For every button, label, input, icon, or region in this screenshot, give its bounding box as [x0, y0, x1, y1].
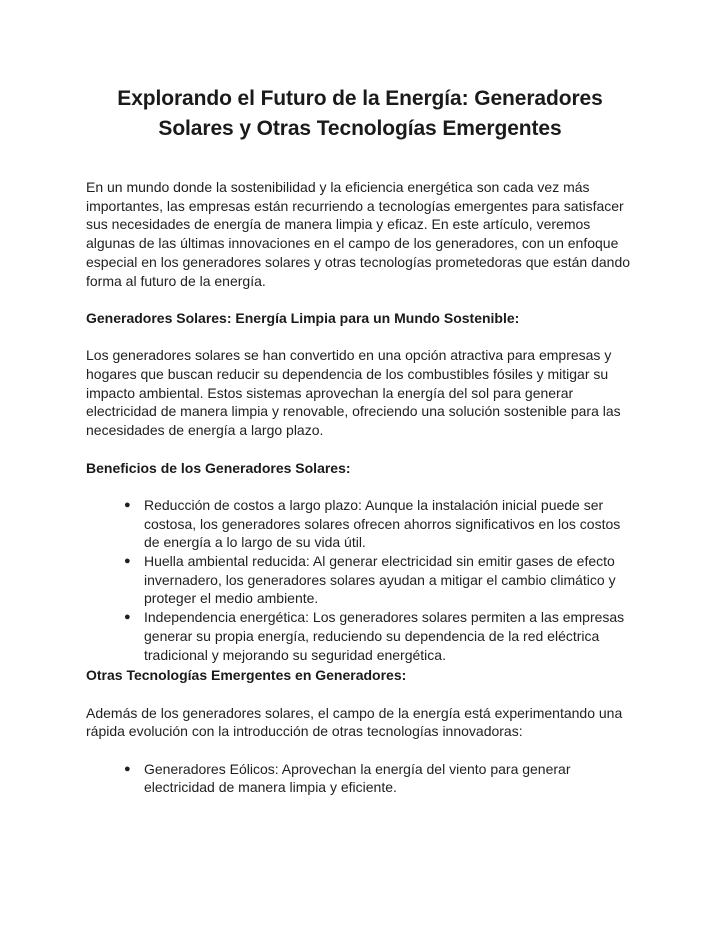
bullet-icon: ●	[124, 762, 131, 775]
solar-section-paragraph: Los generadores solares se han convertido en una opción atractiva para empresas y hogares que buscan reducir su dependencia de los combustibles fósiles y mitigar su impacto ambiental. Estos sistemas aprovechan la energía del sol para generar electricidad de manera limpia y renovable, ofreciendo una solución sostenible para las necesidades de energía a largo plazo.	[86, 347, 621, 439]
list-item	[124, 496, 634, 552]
list-item-text: Reducción de costos a largo plazo: Aunque la instalación inicial puede ser costosa, los generadores solares ofrecen ahorros significativos en los costos de energía a lo largo de su vida útil.	[144, 496, 621, 551]
list-item-text: Generadores Eólicos: Aprovechan la energía del viento para generar electricidad de manera limpia y eficiente.	[144, 760, 571, 796]
other-tech-section-heading: Otras Tecnologías Emergentes en Generadores:	[86, 667, 407, 684]
list-item	[124, 608, 634, 664]
other-tech-section-paragraph: Además de los generadores solares, el campo de la energía está experimentando una rápida evolución con la introducción de otras tecnologías innovadoras:	[86, 704, 623, 740]
list-item-text: Independencia energética: Los generadores solares permiten a las empresas generar su propia energía, reduciendo su dependencia de la red eléctrica tradicional y mejorando su seguridad energética.	[144, 609, 625, 663]
bullet-icon: ●	[124, 498, 131, 511]
bullet-icon: ●	[124, 555, 131, 567]
other-tech-list	[86, 760, 634, 797]
solar-section-heading: Generadores Solares: Energía Limpia para un Mundo Sostenible:	[86, 309, 520, 326]
list-item-text: Huella ambiental reducida: Al generar electricidad sin emitir gases de efecto invernadero, los generadores solares ayudan a mitigar el cambio climático y proteger el medio ambiente.	[144, 553, 616, 607]
list-item	[124, 760, 634, 797]
list-item	[124, 552, 634, 608]
benefits-list	[86, 496, 634, 664]
document-title: Explorando el Futuro de la Energía: Generadores Solares y Otras Tecnologías Emergentes	[117, 87, 603, 140]
intro-paragraph: En un mundo donde la sostenibilidad y la eficiencia energética son cada vez más importantes, las empresas están recurriendo a tecnologías emergentes para satisfacer sus necesidades de energía de manera limpia y eficaz. En este artículo, veremos algunas de las últimas innovaciones en el campo de los generadores, con un enfoque especial en los generadores solares y otras tecnologías prometedoras que están dando forma al futuro de la energía.	[86, 179, 631, 289]
benefits-section-heading: Beneficios de los Generadores Solares:	[86, 459, 351, 476]
bullet-icon: ●	[124, 611, 131, 624]
